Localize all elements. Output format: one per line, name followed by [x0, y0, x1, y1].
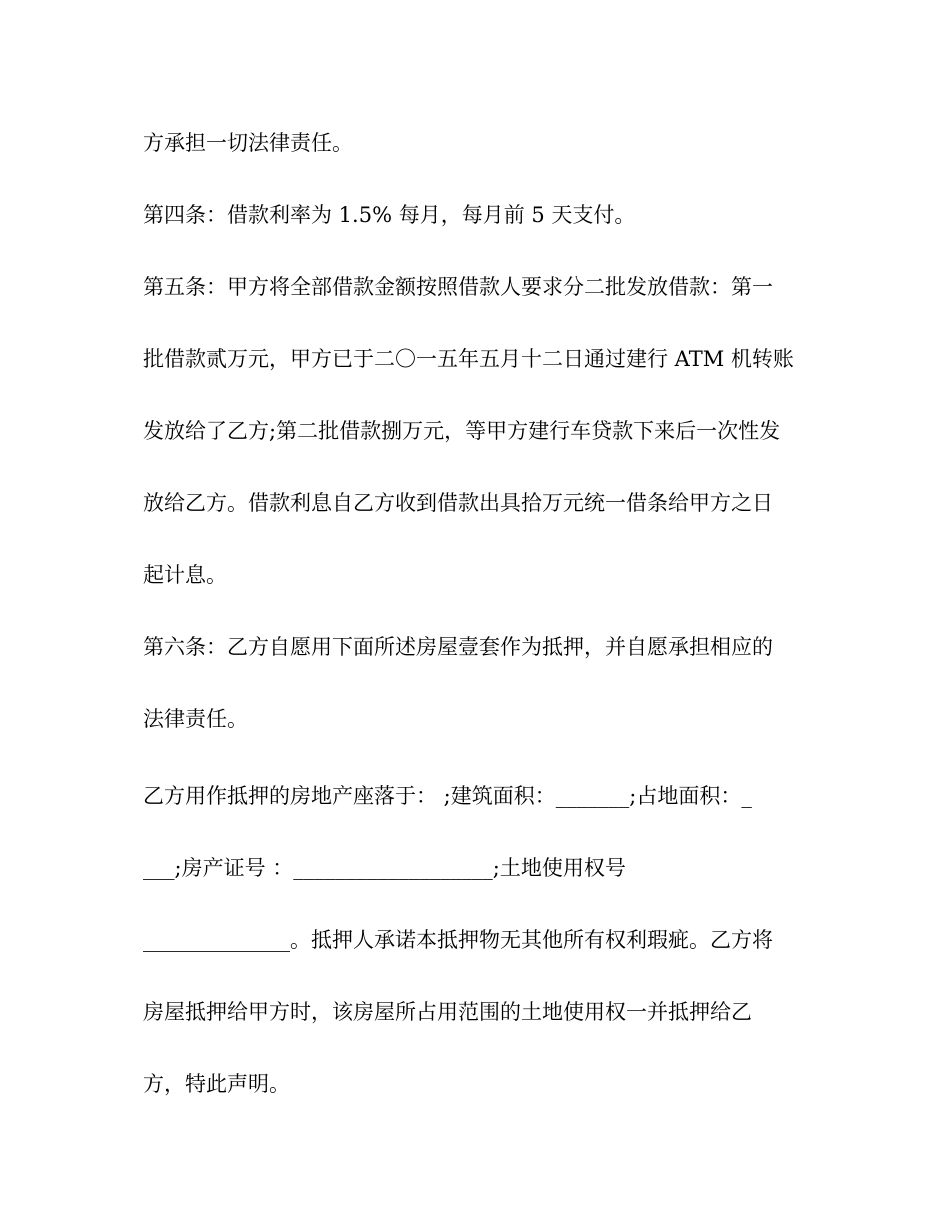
paragraph-line: 放给乙方。借款利息自乙方收到借款出具拾万元统一借条给甲方之日	[143, 491, 773, 515]
paragraph-line: 第五条：甲方将全部借款金额按照借款人要求分二批发放借款：第一	[143, 275, 773, 299]
paragraph-line: ___;房产证号 ：___________________;土地使用权号	[143, 856, 626, 880]
paragraph-line: 方，特此声明。	[143, 1072, 290, 1096]
paragraph-line: 批借款贰万元，甲方已于二〇一五年五月十二日通过建行 ATM 机转账	[143, 347, 794, 371]
paragraph-line: 房屋抵押给甲方时，该房屋所占用范围的土地使用权一并抵押给乙	[143, 1000, 752, 1024]
paragraph-line: ______________。抵押人承诺本抵押物无其他所有权利瑕疵。乙方将	[143, 928, 773, 952]
paragraph-line: 发放给了乙方;第二批借款捌万元，等甲方建行车贷款下来后一次性发	[143, 419, 781, 443]
paragraph-line: 法律责任。	[143, 707, 248, 731]
paragraph-line: 起计息。	[143, 563, 227, 587]
paragraph-line: 第六条：乙方自愿用下面所述房屋壹套作为抵押，并自愿承担相应的	[143, 635, 773, 659]
paragraph-line: 第四条：借款利率为 1.5% 每月，每月前 5 天支付。	[143, 203, 636, 227]
paragraph-line: 乙方用作抵押的房地产座落于： ;建筑面积：_______;占地面积：_	[143, 784, 752, 808]
paragraph-line: 方承担一切法律责任。	[143, 131, 353, 155]
